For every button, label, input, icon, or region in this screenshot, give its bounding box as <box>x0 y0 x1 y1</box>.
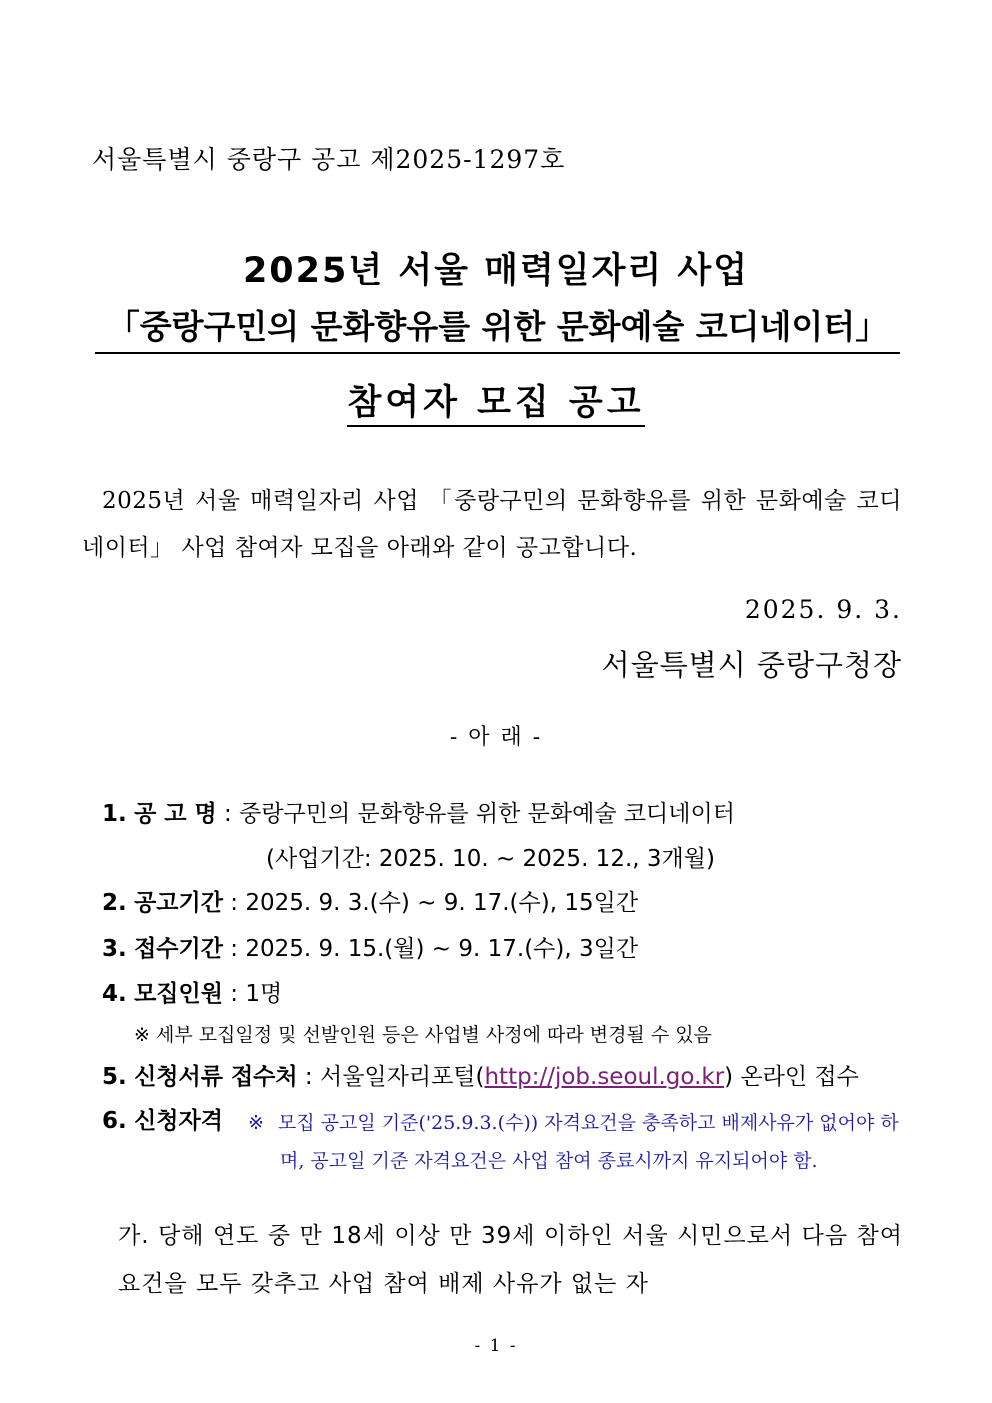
item-label: 접수기간 <box>134 936 223 962</box>
item-value: 1명 <box>245 981 283 1007</box>
title-line-3-text: 참여자 모집 공고 <box>347 383 644 427</box>
item-separator: : <box>230 936 238 962</box>
item-label: 신청자격 <box>134 1108 223 1134</box>
below-heading: - 아 래 - <box>449 725 543 750</box>
item-label: 공고기간 <box>134 890 223 916</box>
title-line-3 <box>0 375 992 425</box>
item-recruit-note: ※ 세부 모집일정 및 선발인원 등은 사업별 사정에 따라 변경될 수 있음 <box>134 1024 712 1046</box>
item-eligibility <box>102 1102 223 1135</box>
item-application-period <box>102 930 638 963</box>
sub-item-text: 당해 연도 중 만 18세 이상 만 39세 이하인 서울 시민으로서 다음 참여요건을 모두 갖추고 사업 참여 배제 사유가 없는 자 <box>118 1223 903 1297</box>
sub-item-marker: 가. <box>118 1223 150 1249</box>
note-mark: ※ <box>248 1112 264 1134</box>
item-value: 2025. 9. 15.(월) ~ 9. 17.(수), 3일간 <box>245 936 639 962</box>
page-number: - 1 - <box>474 1336 518 1356</box>
item-separator: : <box>224 801 232 827</box>
item-submission-place <box>102 1058 859 1091</box>
item-value: 2025. 9. 3.(수) ~ 9. 17.(수), 15일간 <box>245 890 639 916</box>
item-recruit-count <box>102 975 282 1008</box>
title-line-2: 「중랑구민의 문화향유를 위한 문화예술 코디네이터」 <box>95 301 900 354</box>
eligibility-note-body <box>248 1104 900 1180</box>
item-label: 공 고 명 <box>134 801 217 827</box>
item-separator: : <box>230 981 238 1007</box>
job-portal-link[interactable]: http://job.seoul.go.kr <box>484 1064 725 1090</box>
item-number: 4. <box>102 981 127 1007</box>
notice-number: 서울특별시 중랑구 공고 제2025-1297호 <box>92 145 566 174</box>
item-project-period: (사업기간: 2025. 10. ~ 2025. 12., 3개월) <box>266 846 715 872</box>
item-separator: : <box>304 1064 313 1090</box>
notice-date: 2025. 9. 3. <box>744 595 902 624</box>
notice-issuer: 서울특별시 중랑구청장 <box>601 648 902 682</box>
item-value: 중랑구민의 문화향유를 위한 문화예술 코디네이터 <box>239 801 735 827</box>
item-separator: : <box>230 890 238 916</box>
item-label: 모집인원 <box>134 981 223 1007</box>
item-value-prefix: 서울일자리포털( <box>319 1064 485 1090</box>
item-label: 신청서류 접수처 <box>134 1064 298 1090</box>
title-line-1: 2025년 서울 매력일자리 사업 <box>242 251 750 291</box>
item-number: 5. <box>102 1064 127 1090</box>
eligibility-note <box>248 1104 900 1180</box>
item-number: 3. <box>102 936 127 962</box>
intro-paragraph: 2025년 서울 매력일자리 사업 「중랑구민의 문화향유를 위한 문화예술 코디네이터」 사업 참여자 모집을 아래와 같이 공고합니다. <box>82 488 902 561</box>
eligibility-note-text: 모집 공고일 기준('25.9.3.(수)) 자격요건을 충족하고 배제사유가 없어야 하며, 공고일 기준 자격요건은 사업 참여 종료시까지 유지되어야 함. <box>277 1112 899 1172</box>
item-number: 1. <box>102 801 127 827</box>
sub-item-ga <box>118 1212 903 1308</box>
item-number: 2. <box>102 890 127 916</box>
item-notice-name <box>102 795 735 828</box>
item-number: 6. <box>102 1108 127 1134</box>
item-value-suffix: ) 온라인 접수 <box>724 1064 859 1090</box>
item-notice-period <box>102 884 638 917</box>
